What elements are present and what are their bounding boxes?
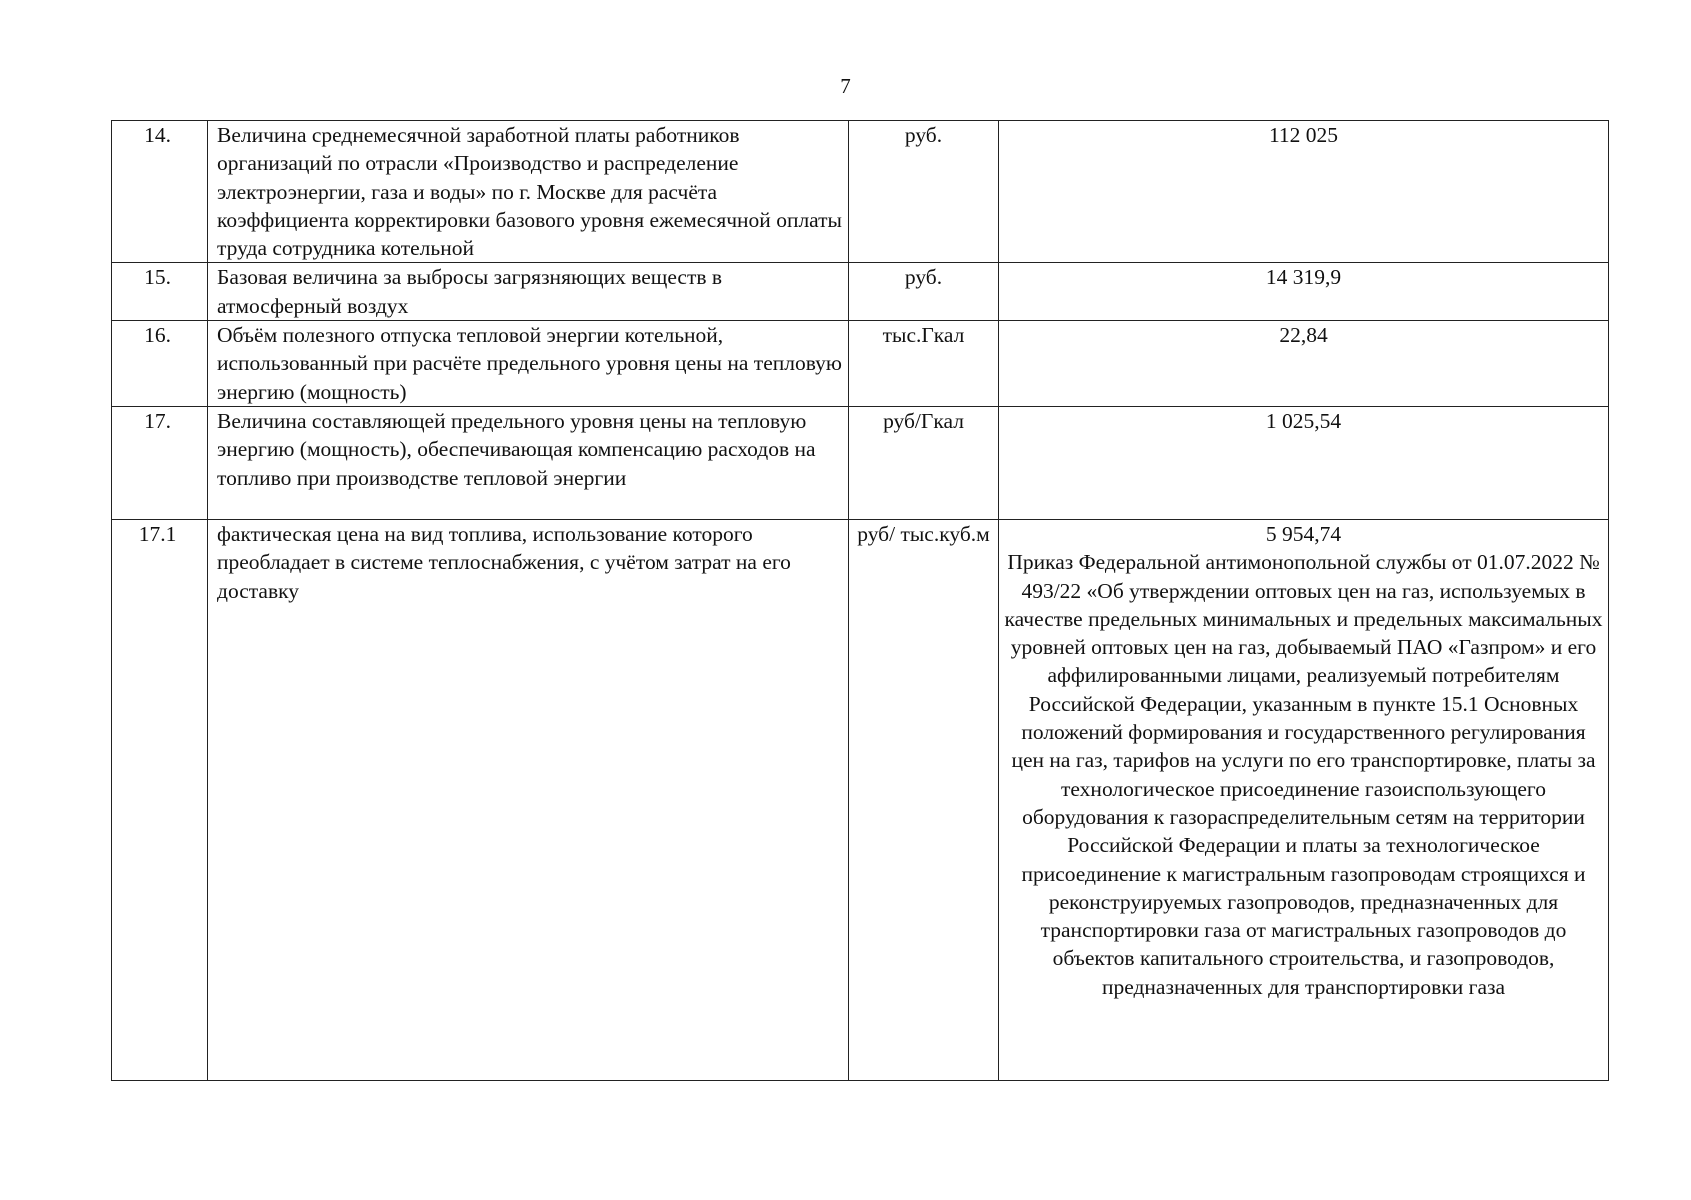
- row-value: 22,84: [999, 321, 1609, 407]
- row-value: 14 319,9: [999, 263, 1609, 321]
- table-row: [112, 406, 1609, 519]
- page-number: 7: [840, 74, 851, 98]
- row-description: Объём полезного отпуска тепловой энергии котельной, использованный при расчёте предельного уровня цены на тепловую энергию (мощность): [208, 321, 849, 407]
- legal-reference-note: Приказ Федеральной антимонопольной службы от 01.07.2022 № 493/22 «Об утверждении оптовых цен на газ, используемых в качестве предельных минимальных и предельных максимальных уровней оптовых цен на газ, добываемый ПАО «Газпром» и его аффилированными лицами, реализуемый потребителям Российской Федерации, указанным в пункте 15.1 Основных положений формирования и государственного регулирования цен на газ, тарифов на услуги по его транспортировке, платы за технологическое присоединение газоиспользующего оборудования к газораспределительным сетям на территории Российской Федерации и платы за технологическое присоединение к магистральным газопроводам строящихся и реконструируемых газопроводов, предназначенных для транспортировки газа от магистральных газопроводов до объектов капитального строительства, и газопроводов, предназначенных для транспортировки газа: [1004, 550, 1603, 999]
- row-unit: руб/ тыс.куб.м: [849, 519, 999, 1080]
- row-value: 112 025: [999, 121, 1609, 263]
- row-number: 17.: [112, 406, 208, 519]
- row-description: Базовая величина за выбросы загрязняющих веществ в атмосферный воздух: [208, 263, 849, 321]
- row-number: 17.1: [112, 519, 208, 1080]
- table-row: [112, 321, 1609, 407]
- row-description: фактическая цена на вид топлива, использование которого преобладает в системе теплоснабжения, с учётом затрат на его доставку: [208, 519, 849, 1080]
- table-row: [112, 263, 1609, 321]
- row-number: 14.: [112, 121, 208, 263]
- row-unit: руб/Гкал: [849, 406, 999, 519]
- row-unit: руб.: [849, 263, 999, 321]
- row-number: 16.: [112, 321, 208, 407]
- row-description: Величина среднемесячной заработной платы работников организаций по отрасли «Производство и распределение электроэнергии, газа и воды» по г. Москве для расчёта коэффициента корректировки базового уровня ежемесячной оплаты труда сотрудника котельной: [208, 121, 849, 263]
- row-value-cell: [999, 519, 1609, 1080]
- row-value: 5 954,74: [1265, 521, 1342, 546]
- row-unit: руб.: [849, 121, 999, 263]
- indicators-table: [111, 120, 1609, 1081]
- table-row: [112, 121, 1609, 263]
- table-row: [112, 519, 1609, 1080]
- row-value: 1 025,54: [999, 406, 1609, 519]
- row-number: 15.: [112, 263, 208, 321]
- row-description: Величина составляющей предельного уровня цены на тепловую энергию (мощность), обеспечивающая компенсацию расходов на топливо при производстве тепловой энергии: [208, 406, 849, 519]
- row-unit: тыс.Гкал: [849, 321, 999, 407]
